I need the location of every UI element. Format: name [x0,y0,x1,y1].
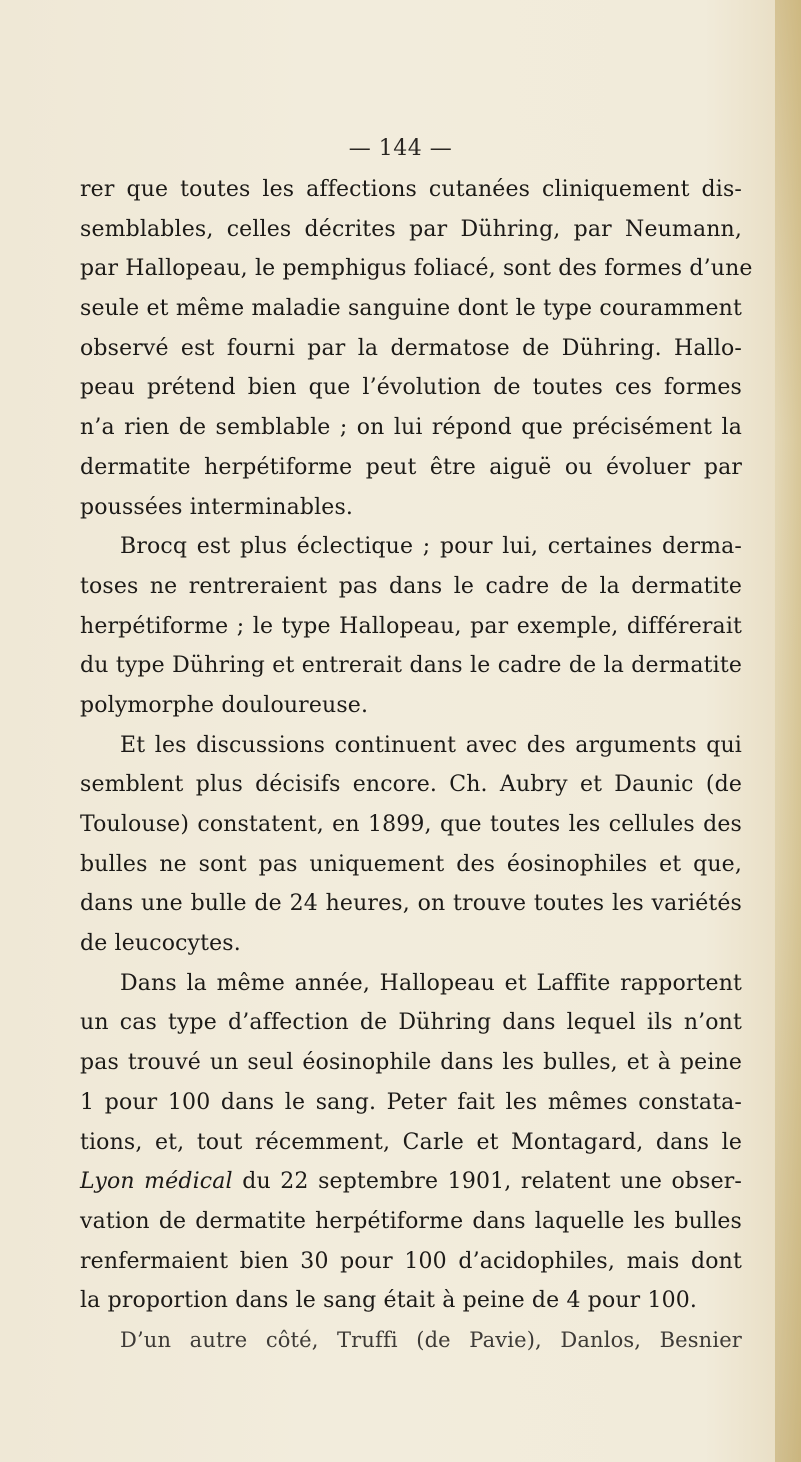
text-line: dermatite herpétiforme peut être aiguë ou évoluer par [80,454,742,480]
text-line: du type Dühring et entrerait dans le cadre de la dermatite [80,653,742,679]
text-line: Et les discussions continuent avec des arguments qui [120,732,742,758]
text-line: semblables, celles décrites par Dühring, par Neumann, [80,216,742,242]
text-line: 1 pour 100 dans le sang. Peter fait les mêmes constata- [80,1089,742,1115]
text-line-rest: du 22 septembre 1901, relatent une obser- [242,1169,742,1195]
text-line: seule et même maladie sanguine dont le type couramment [80,296,742,322]
text-line: observé est fourni par la dermatose de Dühring. Hallo- [80,335,742,361]
text-line: tions, et, tout récemment, Carle et Montagard, dans le [80,1129,742,1155]
page-number: — 144 — [348,136,453,161]
text-line: de leucocytes. [80,931,241,957]
text-line: peau prétend bien que l’évolution de toutes ces formes [80,375,742,401]
page-edge-stain [775,0,801,1462]
text-line: Dans la même année, Hallopeau et Laffite rapportent [120,970,742,996]
text-line: n’a rien de semblable ; on lui répond que précisément la [80,415,742,441]
text-line: pas trouvé un seul éosinophile dans les bulles, et à peine [80,1050,742,1076]
text-line: la proportion dans le sang était à peine de 4 pour 100. [80,1288,698,1314]
text-line: Brocq est plus éclectique ; pour lui, certaines derma- [120,534,742,560]
text-line: poussées interminables. [80,494,354,520]
text-line: polymorphe douloureuse. [80,692,369,718]
text-line: herpétiforme ; le type Hallopeau, par exemple, différerait [80,613,742,639]
text-line: vation de dermatite herpétiforme dans laquelle les bulles [80,1208,742,1234]
text-line: rer que toutes les affections cutanées cliniquement dis- [80,177,742,202]
text-line: dans une bulle de 24 heures, on trouve toutes les variétés [80,891,742,917]
text-line: un cas type d’affection de Dühring dans lequel ils n’ont [80,1010,742,1036]
text-line: toses ne rentreraient pas dans le cadre de la dermatite [80,573,742,599]
body-text [80,170,753,1361]
text-line: Toulouse) constatent, en 1899, que toutes les cellules des [80,812,742,837]
text-line: par Hallopeau, le pemphigus foliacé, sont des formes d’une [80,256,753,282]
text-line: bulles ne sont pas uniquement des éosinophiles et que, [80,851,742,877]
journal-title: Lyon médical [80,1169,233,1195]
text-line: semblent plus décisifs encore. Ch. Aubry et Daunic (de [80,772,742,798]
text-line [80,1162,742,1202]
text-line: D’un autre côté, Truffi (de Pavie), Danlos, Besnier [120,1327,742,1352]
text-line: renfermaient bien 30 pour 100 d’acidophiles, mais dont [80,1248,742,1274]
